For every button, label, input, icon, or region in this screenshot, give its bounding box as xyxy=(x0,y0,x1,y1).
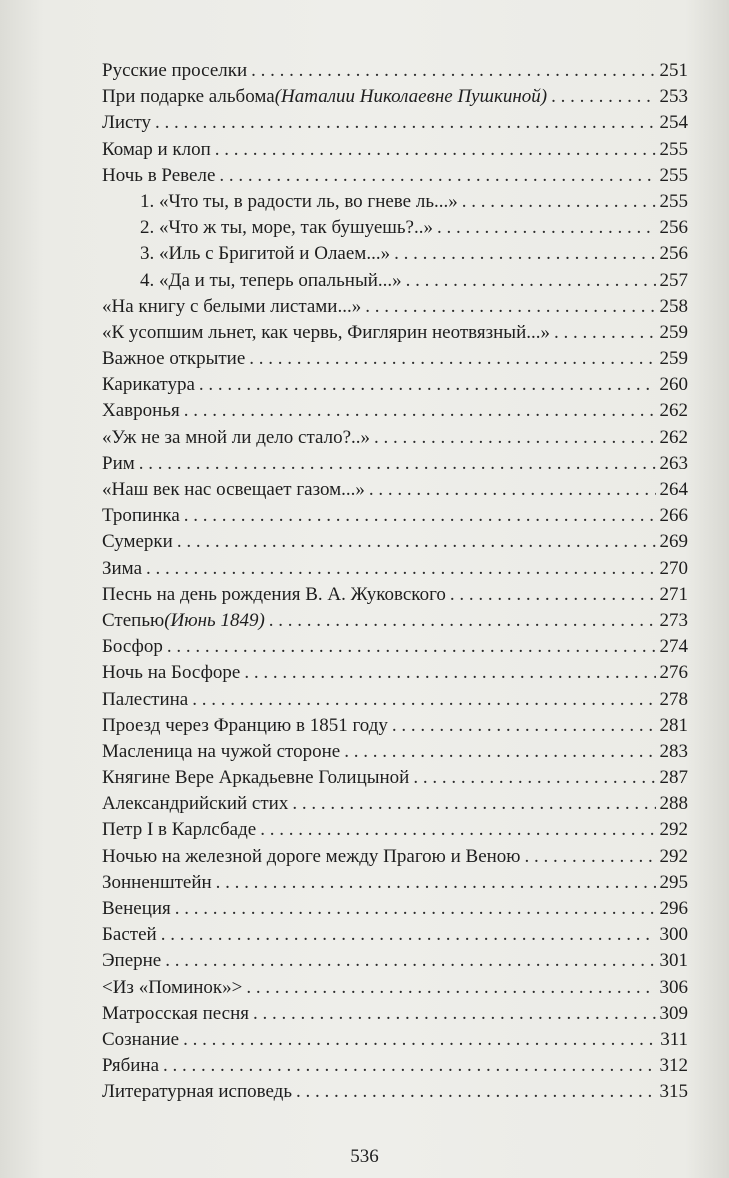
page-number: 536 xyxy=(350,1146,379,1167)
toc-page-number: 258 xyxy=(659,295,688,317)
toc-entry xyxy=(102,398,688,424)
toc-entry xyxy=(102,529,688,555)
toc-page-number: 273 xyxy=(659,609,688,631)
toc-entry-title: «Уж не за мной ли дело стало?..» xyxy=(102,426,371,448)
toc-entry-title: 1. «Что ты, в радости ль, во гневе ль...» xyxy=(140,190,458,212)
dot-leader xyxy=(260,817,655,843)
dot-leader xyxy=(437,215,656,241)
toc-entry-title: Палестина xyxy=(102,688,189,710)
toc-entry-title: Ночь на Босфоре xyxy=(102,662,241,684)
toc-entry-title: Рябина xyxy=(102,1055,160,1077)
toc-page-number: 287 xyxy=(659,767,688,789)
toc-entry xyxy=(102,58,688,84)
toc-entry-title: «К усопшим льнет, как червь, Фиглярин неотвязный...» xyxy=(102,321,550,343)
toc-page-number: 259 xyxy=(659,348,688,370)
dot-leader xyxy=(216,870,656,896)
toc-entry xyxy=(102,739,688,765)
toc-entry-title: Литературная исповедь xyxy=(102,1081,293,1103)
toc-entry xyxy=(102,791,688,817)
dot-leader xyxy=(292,791,655,817)
dot-leader xyxy=(253,1001,656,1027)
toc-entry xyxy=(102,844,688,870)
toc-entry-title: «На книгу с белыми листами...» xyxy=(102,295,362,317)
toc-entry-title: Матросская песня xyxy=(102,1002,249,1024)
toc-entry xyxy=(102,477,688,503)
toc-entry xyxy=(102,765,688,791)
toc-entry-title: Тропинка xyxy=(102,505,180,527)
toc-entry xyxy=(102,922,688,948)
toc-entry-title: Комар и клоп xyxy=(102,138,211,160)
toc-entry xyxy=(102,1053,688,1079)
toc-entry xyxy=(102,1001,688,1027)
toc-page-number: 264 xyxy=(659,479,688,500)
toc-page-number: 292 xyxy=(659,845,688,867)
dot-leader xyxy=(155,110,655,136)
toc-entry-title: Петр I в Карлсбаде xyxy=(102,819,257,841)
dot-leader xyxy=(167,634,656,660)
toc-entry-title: Хавронья xyxy=(102,400,180,422)
toc-page-number: 312 xyxy=(659,1055,688,1077)
toc-entry-title: Важное открытие xyxy=(102,348,246,370)
dot-leader xyxy=(369,477,656,503)
toc-entry-title: 2. «Что ж ты, море, так бушуешь?..» xyxy=(140,217,433,239)
toc-entry xyxy=(102,948,688,974)
toc-page-number: 309 xyxy=(659,1002,688,1024)
toc-page-number: 260 xyxy=(659,374,688,396)
dot-leader xyxy=(450,582,656,608)
dot-leader xyxy=(365,294,655,320)
dot-leader xyxy=(199,372,656,398)
dot-leader xyxy=(161,922,656,948)
toc-entry-title: <Из «Поминок»> xyxy=(102,976,243,998)
dot-leader xyxy=(554,320,656,346)
toc-page-number: 254 xyxy=(659,112,688,134)
dot-leader xyxy=(244,660,655,686)
toc-page-number: 262 xyxy=(659,426,688,448)
dot-leader xyxy=(184,398,656,424)
table-of-contents xyxy=(102,58,688,1106)
toc-entry xyxy=(102,582,688,608)
dot-leader xyxy=(551,84,655,110)
dot-leader xyxy=(462,189,656,215)
toc-entry xyxy=(102,503,688,529)
dot-leader xyxy=(251,58,655,84)
toc-entry-title: Зонненштейн xyxy=(102,871,212,893)
dot-leader xyxy=(184,503,656,529)
toc-entry-title: Песнь на день рождения В. А. Жуковского xyxy=(102,583,446,605)
toc-entry xyxy=(102,687,688,713)
toc-entry-title: Ночью на железной дороге между Прагою и Веною xyxy=(102,845,521,867)
toc-entry-title: 3. «Иль с Бригитой и Олаем...» xyxy=(140,243,391,265)
toc-entry-title: Босфор xyxy=(102,636,163,658)
toc-page-number: 295 xyxy=(659,871,688,893)
toc-subentry xyxy=(102,215,688,241)
toc-entry-title: Бастей xyxy=(102,924,157,946)
toc-entry xyxy=(102,556,688,582)
toc-entry-title: Сумерки xyxy=(102,531,173,553)
toc-entry xyxy=(102,1079,688,1105)
toc-page-number: 271 xyxy=(659,583,688,605)
toc-page-number: 306 xyxy=(659,976,688,998)
toc-entry xyxy=(102,608,688,634)
toc-entry-title: Зима xyxy=(102,557,143,579)
toc-page-number: 278 xyxy=(659,688,688,710)
toc-entry xyxy=(102,660,688,686)
toc-page-number: 269 xyxy=(659,531,688,553)
dot-leader xyxy=(183,1027,656,1053)
toc-page-number: 300 xyxy=(659,924,688,946)
toc-entry xyxy=(102,451,688,477)
toc-entry-title: При подарке альбома xyxy=(102,86,275,108)
toc-page-number: 266 xyxy=(659,505,688,527)
toc-entry xyxy=(102,163,688,189)
toc-subentry xyxy=(102,241,688,267)
toc-entry-subtitle: (Наталии Николаевне Пушкиной) xyxy=(274,86,548,108)
toc-entry xyxy=(102,346,688,372)
toc-page-number: 274 xyxy=(659,636,688,658)
toc-entry-title: Русские проселки xyxy=(102,60,248,81)
toc-entry xyxy=(102,320,688,346)
toc-entry-title: Ночь в Ревеле xyxy=(102,164,216,186)
dot-leader xyxy=(165,948,655,974)
toc-entry-title: Княгине Вере Аркадьевне Голицыной xyxy=(102,767,410,789)
toc-page-number: 259 xyxy=(659,321,688,343)
toc-page-number: 270 xyxy=(659,557,688,579)
toc-page-number: 263 xyxy=(659,452,688,474)
toc-subentry xyxy=(102,189,688,215)
toc-entry-title: Рим xyxy=(102,452,135,474)
dot-leader xyxy=(344,739,655,765)
dot-leader xyxy=(249,346,655,372)
toc-page-number: 257 xyxy=(659,269,688,291)
dot-leader xyxy=(394,241,655,267)
toc-entry xyxy=(102,137,688,163)
dot-leader xyxy=(177,529,656,555)
dot-leader xyxy=(374,425,655,451)
toc-entry-title: Сознание xyxy=(102,1028,180,1050)
toc-entry xyxy=(102,84,688,110)
toc-entry xyxy=(102,817,688,843)
toc-page-number: 292 xyxy=(659,819,688,841)
toc-page-number: 253 xyxy=(659,86,688,108)
dot-leader xyxy=(525,844,656,870)
toc-entry xyxy=(102,634,688,660)
toc-page-number: 255 xyxy=(659,190,688,212)
toc-entry xyxy=(102,713,688,739)
toc-page-number: 288 xyxy=(659,793,688,815)
toc-entry-title: 4. «Да и ты, теперь опальный...» xyxy=(140,269,402,291)
toc-entry xyxy=(102,1027,688,1053)
toc-entry-title: Проезд через Францию в 1851 году xyxy=(102,714,388,736)
toc-entry-title: Листу xyxy=(102,112,152,134)
toc-page-number: 301 xyxy=(659,950,688,972)
toc-entry xyxy=(102,110,688,136)
toc-entry xyxy=(102,425,688,451)
toc-entry-subtitle: (Июнь 1849) xyxy=(164,609,265,631)
toc-subentry xyxy=(102,268,688,294)
toc-page-number: 283 xyxy=(659,740,688,762)
toc-page-number: 296 xyxy=(659,898,688,919)
dot-leader xyxy=(146,556,655,582)
dot-leader xyxy=(413,765,655,791)
dot-leader xyxy=(406,268,656,294)
toc-page-number: 311 xyxy=(660,1028,688,1050)
dot-leader xyxy=(192,687,655,713)
toc-entry-title: Венеция xyxy=(102,898,171,919)
dot-leader xyxy=(215,137,656,163)
toc-entry xyxy=(102,975,688,1001)
toc-entry-title: Эперне xyxy=(102,950,162,972)
dot-leader xyxy=(219,163,655,189)
dot-leader xyxy=(246,975,655,1001)
toc-entry-title: Масленица на чужой стороне xyxy=(102,740,341,762)
toc-entry xyxy=(102,896,688,922)
toc-page-number: 276 xyxy=(659,662,688,684)
toc-entry xyxy=(102,294,688,320)
dot-leader xyxy=(175,896,656,922)
toc-entry xyxy=(102,870,688,896)
toc-page-number: 281 xyxy=(659,714,688,736)
dot-leader xyxy=(269,608,656,634)
toc-entry-title: Александрийский стих xyxy=(102,793,289,815)
dot-leader xyxy=(296,1079,655,1105)
toc-page-number: 256 xyxy=(659,243,688,265)
toc-entry xyxy=(102,372,688,398)
dot-leader xyxy=(163,1053,655,1079)
toc-entry-title: Карикатура xyxy=(102,374,195,396)
dot-leader xyxy=(392,713,656,739)
toc-page-number: 255 xyxy=(659,138,688,160)
toc-page-number: 262 xyxy=(659,400,688,422)
toc-entry-title: Степью xyxy=(102,609,165,631)
toc-page-number: 251 xyxy=(659,60,688,81)
toc-entry-title: «Наш век нас освещает газом...» xyxy=(102,479,365,500)
toc-page-number: 256 xyxy=(659,217,688,239)
dot-leader xyxy=(139,451,656,477)
toc-page-number: 255 xyxy=(659,164,688,186)
toc-page-number: 315 xyxy=(659,1081,688,1103)
